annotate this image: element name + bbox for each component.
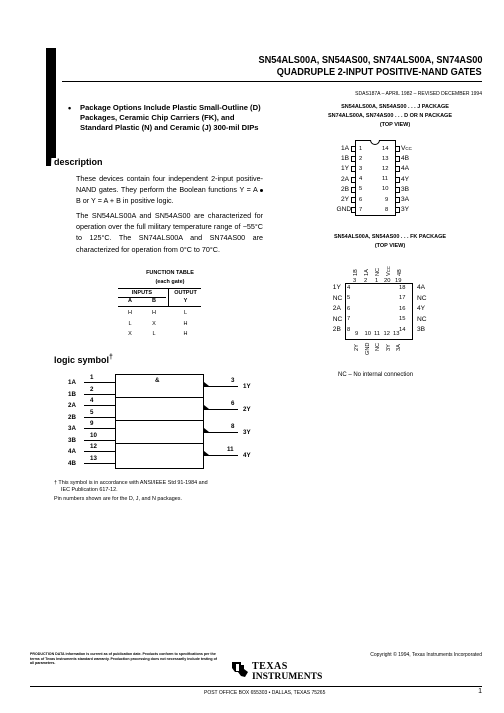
dip-pin-name: 1A	[341, 145, 350, 152]
fk-left-pin-name: 1Y	[332, 284, 341, 291]
dip-pin-number: 2	[359, 155, 363, 162]
logic-output-pin: 3	[231, 377, 235, 384]
logic-output-pin: 8	[231, 423, 235, 430]
dip-pin-lead	[351, 197, 355, 203]
function-table-title: FUNCTION TABLE	[146, 270, 194, 276]
logic-symbol-heading	[54, 354, 113, 365]
dip-pin-lead	[351, 177, 355, 183]
fk-right-pin-name: NC	[417, 315, 427, 323]
j-package-heading-1: SN54ALS00A, SN54AS00 . . . J PACKAGE	[341, 104, 449, 110]
ft-cell-b: H	[152, 310, 156, 316]
logic-output-pin: 6	[231, 400, 235, 407]
dip-pin-number: 12	[382, 165, 389, 172]
dip-pin-number: 10	[382, 186, 389, 193]
ft-vertical-rule	[168, 288, 169, 306]
dip-pin-number: 13	[382, 155, 389, 162]
logic-input-line	[84, 428, 115, 429]
bullet-dot: •	[68, 103, 72, 113]
logic-input-name: 1B	[68, 390, 76, 398]
dip-pin-lead	[351, 156, 355, 162]
fk-bottom-pin-name: GND	[364, 342, 371, 355]
logic-input-name: 3A	[68, 425, 76, 432]
dip-pin-name: 2Y	[341, 196, 350, 203]
fk-left-pin-number: 4	[347, 284, 351, 291]
fk-top-pin-number: 2	[364, 278, 368, 284]
fk-bottom-pin-number: 12	[383, 331, 390, 337]
logic-input-line	[84, 394, 115, 395]
logic-output-line	[204, 386, 238, 387]
dip-pin-number: 3	[359, 165, 363, 172]
fk-top-pin-number: 20	[384, 278, 391, 284]
and-qualifier: &	[155, 377, 160, 384]
fk-bottom-pin-number: 9	[355, 331, 359, 337]
dip-pin-number: 9	[385, 196, 389, 203]
ft-cell-y: H	[183, 331, 188, 337]
dip-pin-name: 3B	[401, 185, 410, 193]
fk-bottom-pin-number: 11	[374, 331, 381, 337]
dip-pin-lead	[396, 187, 400, 193]
fk-left-pin-name: NC	[332, 315, 343, 323]
ft-header-rule	[118, 306, 201, 307]
fk-left-pin-number: 6	[347, 305, 351, 312]
fk-right-pin-name: NC	[417, 294, 427, 302]
logic-input-pin: 13	[90, 454, 97, 462]
dip-pin-lead	[396, 207, 400, 213]
ft-cell-b: L	[152, 331, 156, 337]
ft-inputs-label: INPUTS	[131, 290, 153, 296]
dip-pin-number: 4	[359, 176, 363, 183]
dip-pin-name: 4B	[401, 155, 410, 163]
fk-left-pin-name: 2B	[332, 326, 341, 333]
logic-output-pin: 11	[227, 446, 234, 453]
production-data-notice: PRODUCTION DATA information is current as of publication date. Products conform to specifications per the terms of Texas Instruments standard warranty. Production processing does not necessarily include testing of all parameters.	[30, 652, 217, 665]
footer-rule	[30, 686, 482, 687]
ft-col-b: B	[152, 298, 156, 304]
ti-logo-text-1: TEXAS	[252, 661, 288, 672]
function-table-subtitle: (each gate)	[155, 279, 185, 285]
fk-top-pin-name: 4B	[397, 269, 403, 276]
description-heading: description	[54, 157, 103, 167]
ti-logo-text-2: INSTRUMENTS	[252, 671, 323, 682]
dagger-footnote-1: † This symbol is in accordance with ANSI/IEEE Std 91-1984 and	[54, 480, 208, 486]
gate-separator	[115, 420, 204, 421]
fk-bottom-pin-name: 3A	[396, 344, 402, 351]
dip-pin-lead	[396, 197, 400, 203]
ft-cell-a: L	[128, 320, 132, 327]
dip-pin-lead	[396, 146, 400, 152]
ft-cell-a: H	[128, 310, 132, 316]
ft-cell-y: L	[183, 310, 188, 316]
dip-pin-lead	[351, 207, 355, 213]
fk-bottom-pin-name: 3Y	[385, 344, 392, 351]
package-options-bullet: Package Options Include Plastic Small-Outline (D) Packages, Ceramic Chip Carriers (FK), and Standard Plastic (N) and Ceramic (J) 300-mil DIPs	[80, 103, 261, 132]
logic-input-line	[84, 417, 115, 418]
dip-pin-number: 5	[359, 186, 363, 193]
description-para2: The SN54ALS00A and SN54AS00 are characterized for operation over the full military temperature range of −55°C to 125°C. The SN74ALS00A and SN74AS00 are characterized for operation from 0°C to 70°C.	[76, 211, 263, 254]
j-package-heading-3: (TOP VIEW)	[379, 122, 411, 128]
fk-top-pin-name: 1A	[364, 269, 370, 276]
j-package-heading-2: SN74ALS00A, SN74AS00 . . . D OR N PACKAGE	[328, 113, 452, 119]
logic-input-line	[84, 382, 115, 383]
copyright: Copyright © 1994, Texas Instruments Incorporated	[370, 652, 482, 658]
logic-output-name: 4Y	[243, 452, 251, 459]
dip-pin-name: 3Y	[401, 206, 410, 214]
logic-input-line	[84, 440, 115, 441]
page-number: 1	[478, 688, 482, 695]
dip-pin-lead	[351, 187, 355, 193]
header-rule	[62, 81, 482, 82]
dip-pin-number: 11	[382, 176, 389, 183]
fk-bottom-pin-number: 10	[364, 331, 371, 337]
fk-package-heading-2: (TOP VIEW)	[374, 243, 406, 249]
dip-pin-number: 7	[359, 206, 363, 213]
dip-pin-name: VCC	[401, 145, 412, 152]
fk-left-pin-number: 5	[347, 295, 351, 301]
fk-top-pin-name: NC	[375, 267, 381, 276]
fk-right-pin-name: 3B	[417, 326, 426, 333]
boolean-function-1: A B	[76, 185, 263, 205]
ti-logo	[231, 658, 321, 684]
ft-cell-y: H	[183, 320, 188, 327]
dagger-footnote-2: IEC Publication 617-12.	[61, 487, 118, 493]
logic-input-name: 2A	[68, 402, 76, 409]
fk-right-pin-number: 14	[399, 326, 406, 333]
logic-output-name: 1Y	[243, 383, 251, 390]
address: POST OFFICE BOX 655303 • DALLAS, TEXAS 75265	[204, 690, 326, 696]
doc-title-line1: SN54ALS00A, SN54AS00, SN74ALS00A, SN74AS00	[258, 55, 482, 66]
logic-input-pin: 9	[90, 420, 94, 427]
fk-right-pin-name: 4Y	[417, 305, 426, 312]
fk-top-pin-name: 1B	[353, 269, 359, 276]
fk-top-pin-number: 3	[353, 278, 357, 284]
inverting-output-indicator	[204, 405, 209, 409]
fk-left-pin-number: 7	[347, 316, 351, 322]
ti-logo-mark-icon	[231, 660, 249, 678]
fk-left-pin-name: 2A	[332, 305, 341, 312]
logic-input-name: 1A	[68, 379, 76, 386]
logic-input-line	[84, 405, 115, 406]
inverting-output-indicator	[204, 382, 209, 386]
logic-input-line	[84, 463, 115, 464]
function-table	[118, 288, 201, 345]
logic-input-line	[84, 451, 115, 452]
logic-output-name: 2Y	[243, 406, 251, 413]
boolean-function-2: A + B	[103, 196, 121, 206]
dip-pin-lead	[396, 177, 400, 183]
logic-symbol-heading-text: logic symbol	[54, 355, 110, 365]
dip-pin-lead	[396, 156, 400, 162]
logic-input-pin: 2	[90, 385, 94, 393]
description-para1: These devices contain four independent 2-input positive-NAND gates. They perform the Boolean functions Y = A B or Y = A + B in positive logic.	[76, 174, 263, 206]
dip-pin-name: 2B	[341, 185, 350, 193]
logic-input-pin: 10	[90, 431, 97, 439]
dip-pin-name: 4Y	[401, 175, 410, 183]
dip-pin-name: 1B	[341, 155, 350, 163]
logic-input-pin: 5	[90, 408, 94, 416]
logic-input-pin: 12	[90, 443, 97, 450]
pin-footnote: Pin numbers shown are for the D, J, and N packages.	[54, 496, 182, 502]
ft-cell-a: X	[128, 331, 132, 337]
description-para1-post: in positive logic.	[120, 196, 174, 206]
logic-input-name: 2B	[68, 413, 76, 421]
logic-output-line	[204, 409, 238, 410]
fk-bottom-pin-name: NC	[375, 342, 381, 351]
logic-input-name: 4A	[68, 448, 76, 455]
logic-input-pin: 4	[90, 397, 94, 404]
logic-input-name: 4B	[68, 459, 76, 467]
dip-pin-lead	[396, 166, 400, 172]
ft-output-label: OUTPUT	[174, 290, 197, 296]
dip-pin-lead	[351, 166, 355, 172]
inverting-output-indicator	[204, 451, 209, 455]
dip-pin-lead	[351, 146, 355, 152]
ft-top-rule	[118, 288, 201, 289]
ft-col-y: Y	[183, 298, 188, 304]
dip-pin-name: 2A	[341, 175, 350, 183]
nc-note: NC – No internal connection	[338, 372, 414, 378]
fk-right-pin-number: 15	[399, 316, 406, 322]
fk-bottom-pin-number: 13	[393, 331, 400, 337]
dip-pin-name: 4A	[401, 165, 410, 173]
logic-symbol-box	[115, 374, 204, 469]
logic-output-name: 3Y	[243, 429, 251, 436]
fk-right-pin-name: 4A	[417, 284, 426, 291]
logic-output-line	[204, 455, 238, 456]
dip-pin-number: 8	[385, 206, 389, 213]
doc-ref: SDAS187A – APRIL 1982 – REVISED DECEMBER 1994	[355, 91, 482, 97]
fk-package-heading-1: SN54ALS00A, SN54AS00 . . . FK PACKAGE	[333, 234, 447, 240]
logic-input-name: 3B	[68, 436, 76, 444]
dip-pin-name: 3A	[401, 196, 410, 203]
ft-cell-b: X	[152, 320, 156, 327]
dip-pin-name: GND	[336, 206, 352, 214]
logic-symbol-dagger: †	[109, 354, 113, 361]
dip-pin-name: 1Y	[341, 165, 350, 173]
fk-top-pin-name: VCC	[386, 266, 392, 276]
doc-title-line2: QUADRUPLE 2-INPUT POSITIVE-NAND GATES	[277, 67, 482, 78]
dip-pin-number: 14	[382, 145, 389, 152]
description-para1-pre: These devices contain four independent 2-input positive-NAND gates. They perform the Boolean functions Y =	[76, 174, 263, 195]
fk-right-pin-number: 16	[399, 305, 406, 312]
logic-input-pin: 1	[90, 374, 94, 381]
fk-right-pin-number: 17	[399, 295, 406, 301]
fk-bottom-pin-name: 2Y	[354, 344, 360, 351]
fk-top-pin-number: 1	[375, 278, 379, 284]
inverting-output-indicator	[204, 428, 209, 432]
fk-left-pin-name: NC	[332, 294, 343, 302]
dip-pin-number: 6	[359, 196, 363, 203]
fk-right-pin-number: 18	[399, 284, 406, 291]
gate-separator	[115, 397, 204, 398]
fk-left-pin-number: 8	[347, 326, 351, 333]
fk-top-pin-number: 19	[395, 278, 402, 284]
ft-col-a: A	[128, 298, 132, 304]
dip-pin-number: 1	[359, 145, 363, 152]
gate-separator	[115, 443, 204, 444]
logic-output-line	[204, 432, 238, 433]
